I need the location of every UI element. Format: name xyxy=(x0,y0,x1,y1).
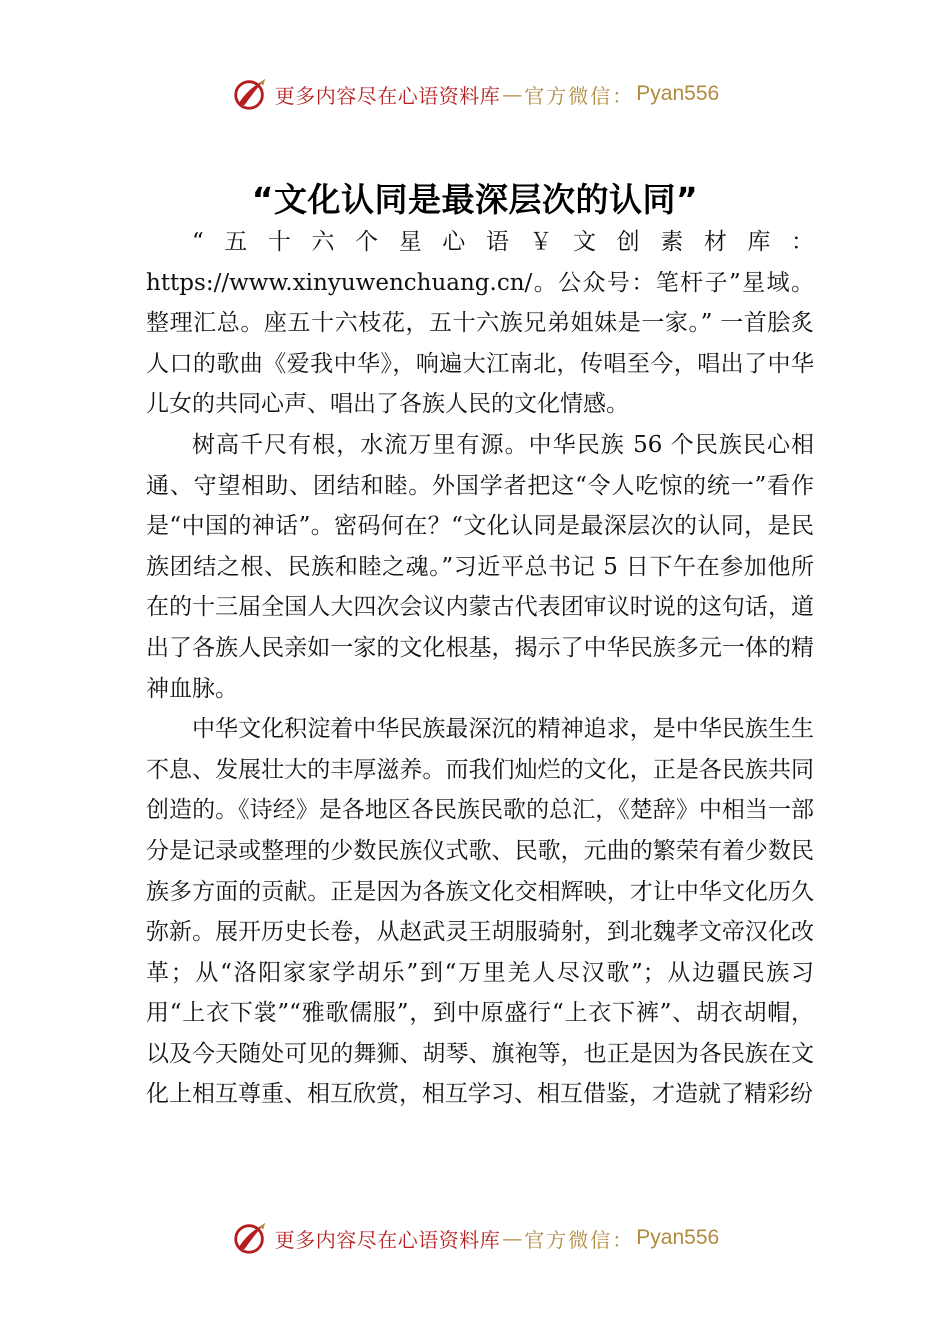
article-paragraph-1: “五十六个星心语￥文创素材库：https://www.xinyuwenchuang.cn/。公众号：笔杆子”星域。整理汇总。座五十六枝花，五十六族兄弟姐妹是一家。” 一首脍炙人口的歌曲《爱我中华》，响遍大江南北，传唱至今，唱出了中华儿女的共同心声、唱出了各族人民的文化情感。 xyxy=(146,229,814,418)
footer-banner xyxy=(0,1216,950,1260)
article-paragraph-2: 树高千尺有根，水流万里有源。中华民族 56 个民族民心相通、守望相助、团结和睦。外国学者把这“令人吃惊的统一”看作是“中国的神话”。密码何在？“文化认同是最深层次的认同，是民族团结之根、民族和睦之魂。”习近平总书记 5 日下午在参加他所在的十三届全国人大四次会议内蒙古代表团审议时说的这句话，道出了各族人民亲如一家的文化根基，揭示了中华民族多元一体的精神血脉。 xyxy=(146,431,814,702)
header-banner-wechat-label: 官方微信： xyxy=(524,83,635,108)
footer-banner-separator: — xyxy=(502,1226,523,1250)
header-banner-text: 更多内容尽在心语资料库 xyxy=(274,83,501,108)
header-banner-wechat-id: Pyan556 xyxy=(636,82,720,105)
brand-logo-icon xyxy=(231,75,269,113)
footer-banner-wechat-id: Pyan556 xyxy=(636,1226,720,1249)
header-banner-separator: — xyxy=(502,82,523,106)
footer-banner-text: 更多内容尽在心语资料库 xyxy=(274,1227,501,1252)
header-banner xyxy=(0,72,950,116)
brand-logo-icon xyxy=(231,1219,269,1257)
article-body xyxy=(146,222,814,1115)
footer-banner-wechat-label: 官方微信： xyxy=(524,1227,635,1252)
article-paragraph-3: 中华文化积淀着中华民族最深沉的精神追求，是中华民族生生不息、发展壮大的丰厚滋养。而我们灿烂的文化，正是各民族共同创造的。《诗经》是各地区各民族民歌的总汇，《楚辞》中相当一部分是记录或整理的少数民族仪式歌、民歌，元曲的繁荣有着少数民族多方面的贡献。正是因为各族文化交相辉映，才让中华文化历久弥新。展开历史长卷，从赵武灵王胡服骑射，到北魏孝文帝汉化改革；从“洛阳家家学胡乐”到“万里羌人尽汉歌”；从边疆民族习用“上衣下裳”“雅歌儒服”，到中原盛行“上衣下裤”、胡衣胡帽，以及今天随处可见的舞狮、胡琴、旗袍等，也正是因为各民族在文化上相互尊重、相互欣赏，相互学习、相互借鉴，才造就了精彩纷 xyxy=(146,716,814,1108)
article-title: “文化认同是最深层次的认同” xyxy=(251,180,699,220)
